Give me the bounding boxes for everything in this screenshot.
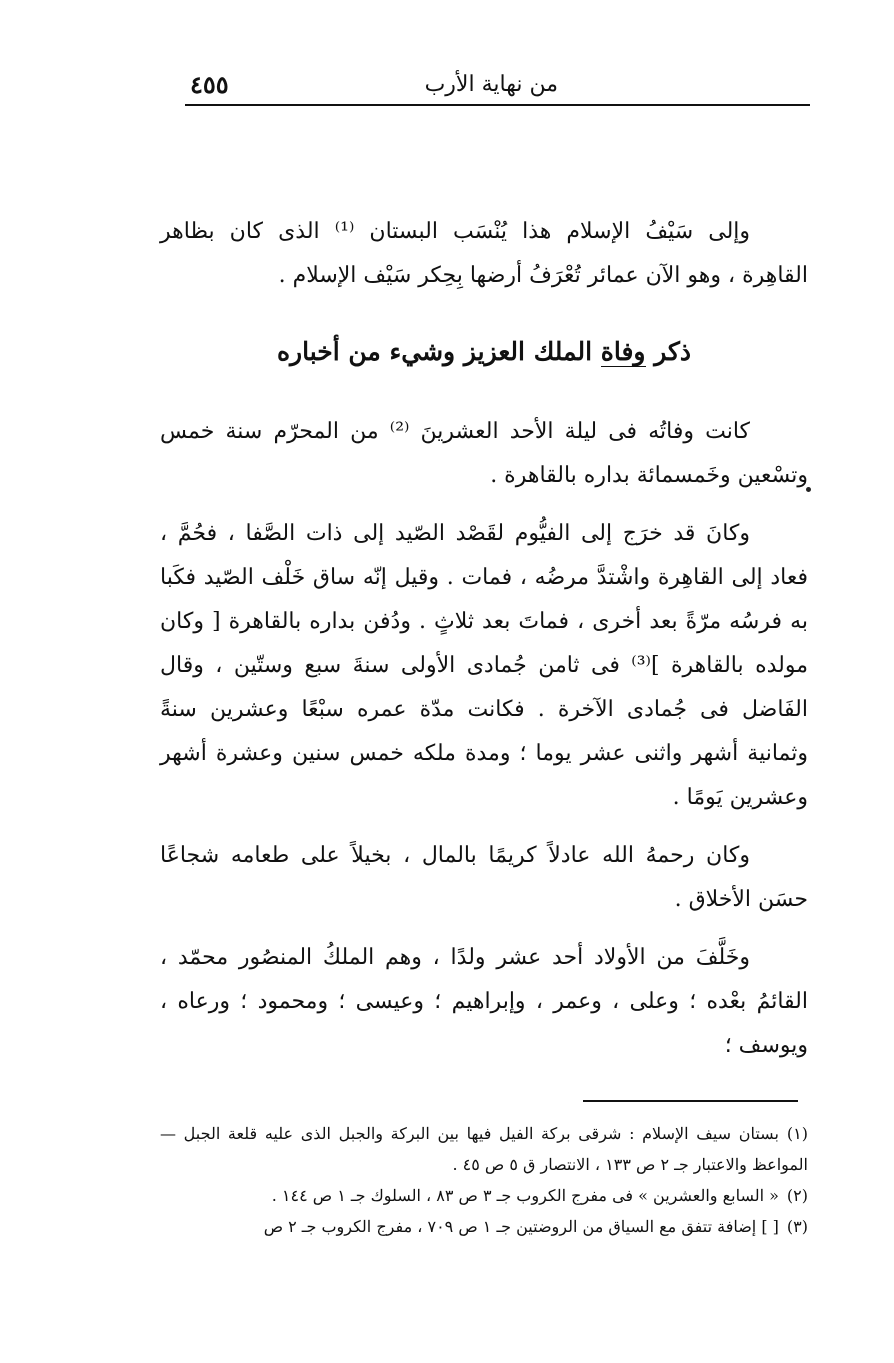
header-rule — [185, 104, 810, 106]
page-number: ٤٥٥ — [190, 70, 229, 99]
section-heading-underlined: وفاة — [600, 337, 646, 366]
footnote-rule — [583, 1100, 798, 1102]
footnote-mark: (٢) — [786, 1186, 808, 1205]
footnote-text: [ ] إضافة تتفق مع السياق من الروضتين جـ ١ ص ٧٠٩ ، مفرج الكروب جـ ٢ ص — [263, 1217, 779, 1236]
footnotes — [160, 1118, 808, 1242]
footnote-mark: (٣) — [786, 1217, 808, 1236]
paragraph-death-account: وكانَ قد خرَج إلى الفيُّوم لقَصْد الصّيد إلى ذات الصَّفا ، فحُمَّ ، فعاد إلى القاهِرة واشْتدَّ مرضُه ، فمات . وقيل إنّه ساق خَلْف الصّيد فكَبا به فرسُه مرّةً بعد أخرى ، فماتَ بعد ثلاثٍ . ودُفن بداره بالقاهرة [ وكان مولده بالقاهرة ]⁽³⁾ فى ثامن جُمادى الأولى سنةَ سبع وستّين ، وقال الفَاضل فى جُمادى الآخرة . فكانت مدّة عمره سبْعًا وعشرين سنةً وثمانية أشهر واثنى عشر يوما ؛ ومدة ملكه خمس سنين وعشرة أشهر وعشرين يَومًا . — [160, 521, 808, 810]
footnote-text: بستان سيف الإسلام : شرقى بركة الفيل فيها بين البركة والجبل الذى عليه قلعة الجبل — المواعظ والاعتبار جـ ٢ ص ١٣٣ ، الانتصار ق ٥ ص ٤٥ . — [160, 1124, 808, 1174]
running-head — [160, 70, 808, 104]
intro-paragraph: وإلى سَيْفُ الإسلام هذا يُنْسَب البستان ⁽¹⁾ الذى كان بظاهر القاهِرة ، وهو الآن عمائر تُعْرَفُ أرضها بِحِكر سَيْف الإسلام . — [160, 219, 808, 288]
footnote-mark: (١) — [786, 1124, 808, 1143]
footnote-3 — [160, 1211, 808, 1242]
running-title: من نهاية الأرب — [424, 72, 558, 97]
paragraph-character: وكان رحمهُ الله عادلاً كريمًا بالمال ، بخيلاً على طعامه شجاعًا حسَن الأخلاق . — [160, 843, 808, 912]
main-text — [160, 210, 808, 1082]
paragraph-death-date: كانت وفاتُه فى ليلة الأحد العشرينَ ⁽²⁾ من المحرّم سنة خمس وتسْعين وخَمسمائة بداره بالقاهرة . — [160, 419, 808, 488]
footnote-2 — [160, 1180, 808, 1211]
paragraph-children: وخَلَّفَ من الأولاد أحد عشر ولدًا ، وهم الملكُ المنصُور محمّد ، القائمُ بعْده ؛ وعلى ، وعمر ، وإبراهيم ؛ وعيسى ؛ ومحمود ؛ ورعاه ، ويوسف ؛ — [160, 945, 808, 1058]
section-heading — [160, 330, 808, 374]
footnote-text: « السابع والعشرين » فى مفرج الكروب جـ ٣ ص ٨٣ ، السلوك جـ ١ ص ١٤٤ . — [271, 1186, 779, 1205]
section-heading-before: ذكر — [645, 337, 692, 366]
section-heading-after: الملك العزيز وشيء من أخباره — [276, 337, 601, 366]
footnote-1 — [160, 1118, 808, 1180]
